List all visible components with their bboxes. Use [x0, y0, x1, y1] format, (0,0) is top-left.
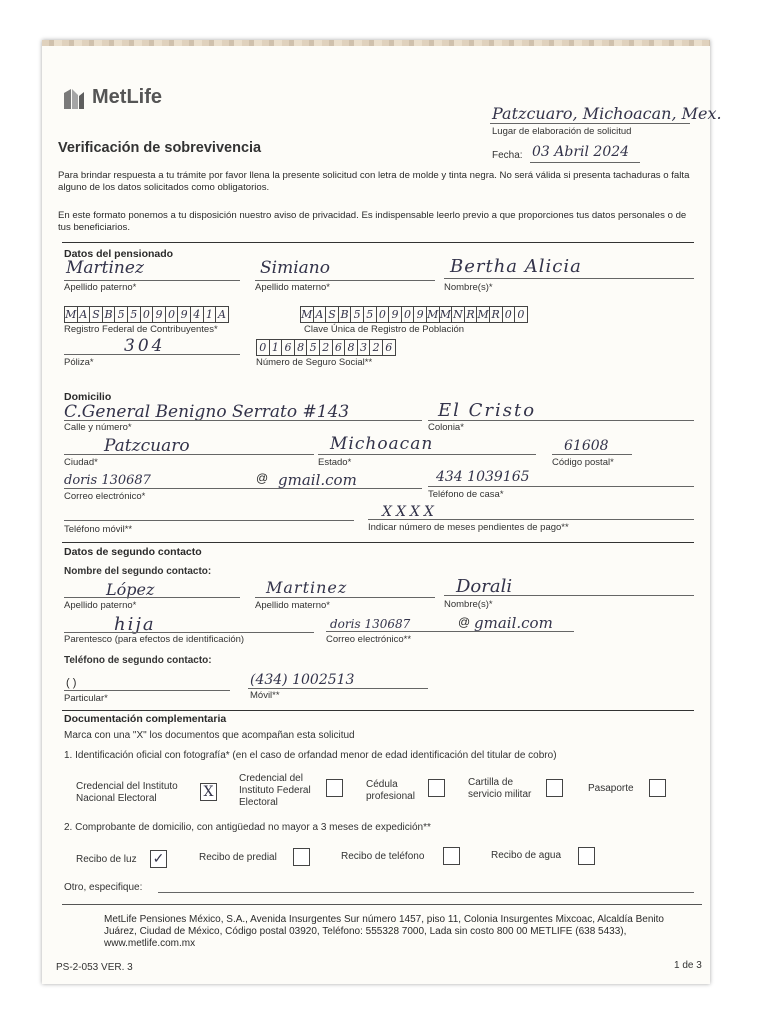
correo-at: @ [256, 471, 269, 485]
curp-cell[interactable]: 0 [402, 307, 415, 322]
section-divider [62, 242, 694, 243]
torn-edge [42, 40, 710, 46]
nss-cell[interactable]: 6 [333, 340, 346, 355]
q1-option-ife-label: Credencial del Instituto Federal Electoral [239, 773, 311, 808]
q2-option-predial-checkbox[interactable] [293, 848, 310, 866]
curp-grid[interactable] [300, 306, 528, 323]
tel-movil-label: Teléfono móvil** [64, 524, 133, 535]
date-value: 03 Abril 2024 [532, 144, 630, 160]
tel-casa-value: 434 1039165 [436, 469, 530, 485]
curp-cell[interactable]: 0 [377, 307, 390, 322]
rfc-cell[interactable]: M [65, 308, 77, 321]
otro-field[interactable] [158, 892, 694, 893]
curp-cell[interactable]: A [314, 307, 327, 322]
q2-option-agua-checkbox[interactable] [578, 847, 595, 865]
nss-cell[interactable]: 1 [270, 340, 283, 355]
segundo-apellido-materno-label: Apellido materno* [255, 600, 330, 611]
parentesco-field[interactable] [64, 632, 314, 633]
curp-cell[interactable]: M [427, 308, 439, 321]
brand-name: MetLife [92, 86, 162, 108]
footer-divider [62, 904, 702, 905]
parentesco-label: Parentesco (para efectos de identificación) [64, 634, 245, 645]
movil-field[interactable] [248, 688, 428, 689]
curp-cell[interactable]: R [465, 307, 478, 322]
tel-casa-field[interactable] [428, 486, 694, 487]
rfc-cell[interactable]: 0 [166, 307, 179, 322]
correo-label: Correo electrónico* [64, 491, 146, 502]
segundo-correo-user-value: doris 130687 [330, 617, 411, 631]
nss-grid[interactable] [256, 339, 396, 356]
estado-value: Michoacan [330, 434, 434, 454]
curp-cell[interactable]: M [439, 308, 451, 321]
footer-address: MetLife Pensiones México, S.A., Avenida Insurgentes Sur número 1457, piso 11, Colonia Insurgentes Mixcoac, Alcaldía Benito Juárez, Ciudad de México, Código postal 03920, Teléfono: 555328 7000, Lada sin costo 800 00 METLIFE (638 5433), www.metlife.com.mx [104, 914, 664, 949]
date-label: Fecha: [492, 150, 523, 161]
nss-cell[interactable]: 5 [307, 340, 320, 355]
nss-cell[interactable]: 3 [358, 340, 371, 355]
rfc-cell[interactable]: 9 [178, 307, 191, 322]
rfc-cell[interactable]: 0 [141, 307, 154, 322]
segundo-correo-at: @ [458, 615, 471, 629]
rfc-cell[interactable]: 4 [191, 307, 204, 322]
meses-label: Indicar número de meses pendientes de pago** [368, 522, 569, 533]
curp-cell[interactable]: 5 [351, 307, 364, 322]
apellido-materno-field[interactable] [255, 280, 435, 281]
curp-cell[interactable]: N [453, 308, 463, 321]
nss-cell[interactable]: 0 [257, 340, 270, 355]
q2-option-agua-label: Recibo de agua [491, 850, 562, 861]
segundo-apellido-paterno-label: Apellido paterno* [64, 600, 137, 611]
poliza-field[interactable] [64, 354, 240, 355]
segundo-correo-label: Correo electrónico** [326, 634, 412, 645]
nss-cell[interactable]: 2 [370, 340, 383, 355]
estado-field[interactable] [318, 454, 536, 455]
tel-casa-label: Teléfono de casa* [428, 489, 504, 500]
calle-value: C.General Benigno Serrato #143 [64, 402, 350, 422]
apellido-paterno-label: Apellido paterno* [64, 282, 137, 293]
nss-cell[interactable]: 8 [295, 340, 308, 355]
curp-cell[interactable]: 9 [389, 307, 402, 322]
nss-label: Número de Seguro Social** [256, 357, 373, 368]
place-line [490, 123, 690, 124]
rfc-cell[interactable]: A [217, 308, 226, 321]
particular-value: ( ) [66, 677, 77, 689]
q1-option-cedula-label: Cédula profesional [366, 779, 415, 802]
rfc-cell[interactable]: A [78, 307, 91, 322]
q1-text: 1. Identificación oficial con fotografía* (en el caso de orfandad menor de edad identificación del titular de cobro) [64, 750, 557, 761]
movil-value: (434) 1002513 [250, 672, 355, 688]
rfc-cell[interactable]: S [90, 307, 103, 322]
segundo-nombres-field[interactable] [444, 595, 694, 596]
q2-option-luz-checkbox[interactable]: ✓ [150, 850, 167, 868]
section-divider [62, 710, 694, 711]
colonia-value: El Cristo [438, 400, 537, 421]
q1-option-ife-checkbox[interactable] [326, 779, 343, 797]
segundo-apellido-paterno-value: López [106, 580, 155, 599]
metlife-logo-icon [62, 87, 86, 109]
correo-user-value: doris 130687 [64, 473, 151, 488]
apellido-paterno-value: Martinez [66, 258, 144, 278]
particular-label: Particular* [64, 693, 108, 704]
section-divider [62, 542, 694, 543]
nombres-field[interactable] [444, 278, 694, 279]
segundo-nombres-label: Nombre(s)* [444, 599, 493, 610]
rfc-cell[interactable]: 5 [115, 307, 128, 322]
colonia-label: Colonia* [428, 422, 464, 433]
segundo-apellido-materno-value: Martinez [266, 578, 348, 597]
curp-cell[interactable]: 9 [414, 307, 427, 322]
curp-cell[interactable]: M [301, 308, 313, 321]
place-value: Patzcuaro, Michoacan, Mex. [492, 104, 722, 123]
nombres-label: Nombre(s)* [444, 282, 493, 293]
rfc-cell[interactable]: 1 [204, 307, 217, 322]
correo-field[interactable] [64, 488, 422, 489]
form-page [42, 40, 722, 984]
rfc-label: Registro Federal de Contribuyentes* [64, 324, 218, 335]
form-title: Verificación de sobrevivencia [58, 140, 262, 156]
rfc-cell[interactable]: 5 [128, 307, 141, 322]
metlife-logo [62, 86, 162, 109]
q2-option-telefono-label: Recibo de teléfono [341, 851, 425, 862]
page-number: 1 de 3 [674, 960, 702, 971]
curp-cell[interactable]: S [326, 307, 339, 322]
rfc-cell[interactable]: 9 [153, 307, 166, 322]
particular-field[interactable] [64, 690, 230, 691]
meses-field[interactable] [368, 519, 694, 520]
section-domicilio: Domicilio [64, 391, 112, 403]
q1-option-pasaporte-checkbox[interactable] [649, 779, 666, 797]
poliza-value: 304 [124, 336, 166, 356]
form-code: PS-2-053 VER. 3 [56, 962, 133, 973]
meses-value: XXXX [382, 504, 438, 520]
q1-option-ine-checkbox[interactable]: X [200, 783, 217, 801]
calle-label: Calle y número* [64, 422, 132, 433]
segundo-nombre-heading: Nombre del segundo contacto: [64, 566, 212, 577]
cp-value: 61608 [564, 438, 609, 454]
curp-cell[interactable]: R [490, 307, 503, 322]
apellido-materno-value: Simiano [260, 258, 330, 278]
section-documentacion: Documentación complementaria [64, 713, 227, 725]
tel-movil-field[interactable] [64, 520, 354, 521]
estado-label: Estado* [318, 457, 352, 468]
q2-text: 2. Comprobante de domicilio, con antigüedad no mayor a 3 meses de expedición** [64, 822, 431, 833]
ciudad-field[interactable] [64, 454, 314, 455]
section-pensionado: Datos del pensionado [64, 248, 174, 260]
q2-option-luz-label: Recibo de luz [76, 854, 137, 865]
q2-option-telefono-checkbox[interactable] [443, 847, 460, 865]
nombres-value: Bertha Alicia [450, 256, 582, 277]
documentacion-instruction: Marca con una "X" los documentos que acompañan esta solicitud [64, 730, 355, 741]
segundo-nombres-value: Dorali [456, 576, 513, 597]
intro-paragraph: Para brindar respuesta a tu trámite por favor llena la presente solicitud con letra de molde y tinta negra. No será válida si presenta tachaduras o falta alguno de los datos solicitados como obligatorios. [58, 170, 690, 193]
nss-cell[interactable]: 6 [385, 341, 393, 354]
nss-cell[interactable]: 8 [345, 340, 358, 355]
correo-domain-value: gmail.com [278, 471, 357, 489]
apellido-materno-label: Apellido materno* [255, 282, 330, 293]
apellido-paterno-field[interactable] [64, 280, 240, 281]
segundo-tel-heading: Teléfono de segundo contacto: [64, 655, 212, 666]
q1-option-pasaporte-label: Pasaporte [588, 783, 634, 794]
calle-field[interactable] [64, 420, 422, 421]
curp-cell[interactable]: 0 [517, 308, 525, 321]
privacy-paragraph: En este formato ponemos a tu disposición nuestro aviso de privacidad. Es indispensable leerlo previo a que proporciones tus datos personales o de tus beneficiarios. [58, 210, 687, 233]
section-segundo-contacto: Datos de segundo contacto [64, 546, 202, 558]
curp-cell[interactable]: 5 [364, 307, 377, 322]
rfc-grid[interactable] [64, 306, 229, 323]
nss-cell[interactable]: 2 [320, 340, 333, 355]
segundo-apellido-materno-field[interactable] [255, 597, 435, 598]
ciudad-label: Ciudad* [64, 457, 98, 468]
curp-cell[interactable]: B [339, 307, 352, 322]
q1-option-cedula-checkbox[interactable] [428, 779, 445, 797]
ciudad-value: Patzcuaro [104, 436, 190, 456]
otro-label: Otro, especifique: [64, 882, 143, 893]
nss-cell[interactable]: 6 [282, 340, 295, 355]
segundo-correo-domain-value: gmail.com [474, 614, 553, 632]
q1-option-cartilla-checkbox[interactable] [546, 779, 563, 797]
q1-option-ine-label: Credencial del Instituto Nacional Electoral [76, 781, 178, 804]
colonia-field[interactable] [428, 420, 694, 421]
curp-cell[interactable]: 0 [503, 307, 516, 322]
segundo-correo-field[interactable] [326, 631, 574, 632]
q1-option-cartilla-label: Cartilla de servicio militar [468, 777, 532, 800]
rfc-cell[interactable]: B [103, 307, 116, 322]
cp-label: Código postal* [552, 457, 614, 468]
curp-label: Clave Única de Registro de Población [304, 324, 465, 335]
segundo-apellido-paterno-field[interactable] [64, 597, 240, 598]
place-label: Lugar de elaboración de solicitud [492, 126, 632, 137]
curp-cell[interactable]: M [477, 308, 489, 321]
date-line [530, 162, 640, 163]
movil-label: Móvil** [250, 690, 280, 701]
cp-field[interactable] [552, 454, 632, 455]
poliza-label: Póliza* [64, 357, 94, 368]
parentesco-value: hija [114, 614, 156, 635]
q2-option-predial-label: Recibo de predial [199, 852, 277, 863]
